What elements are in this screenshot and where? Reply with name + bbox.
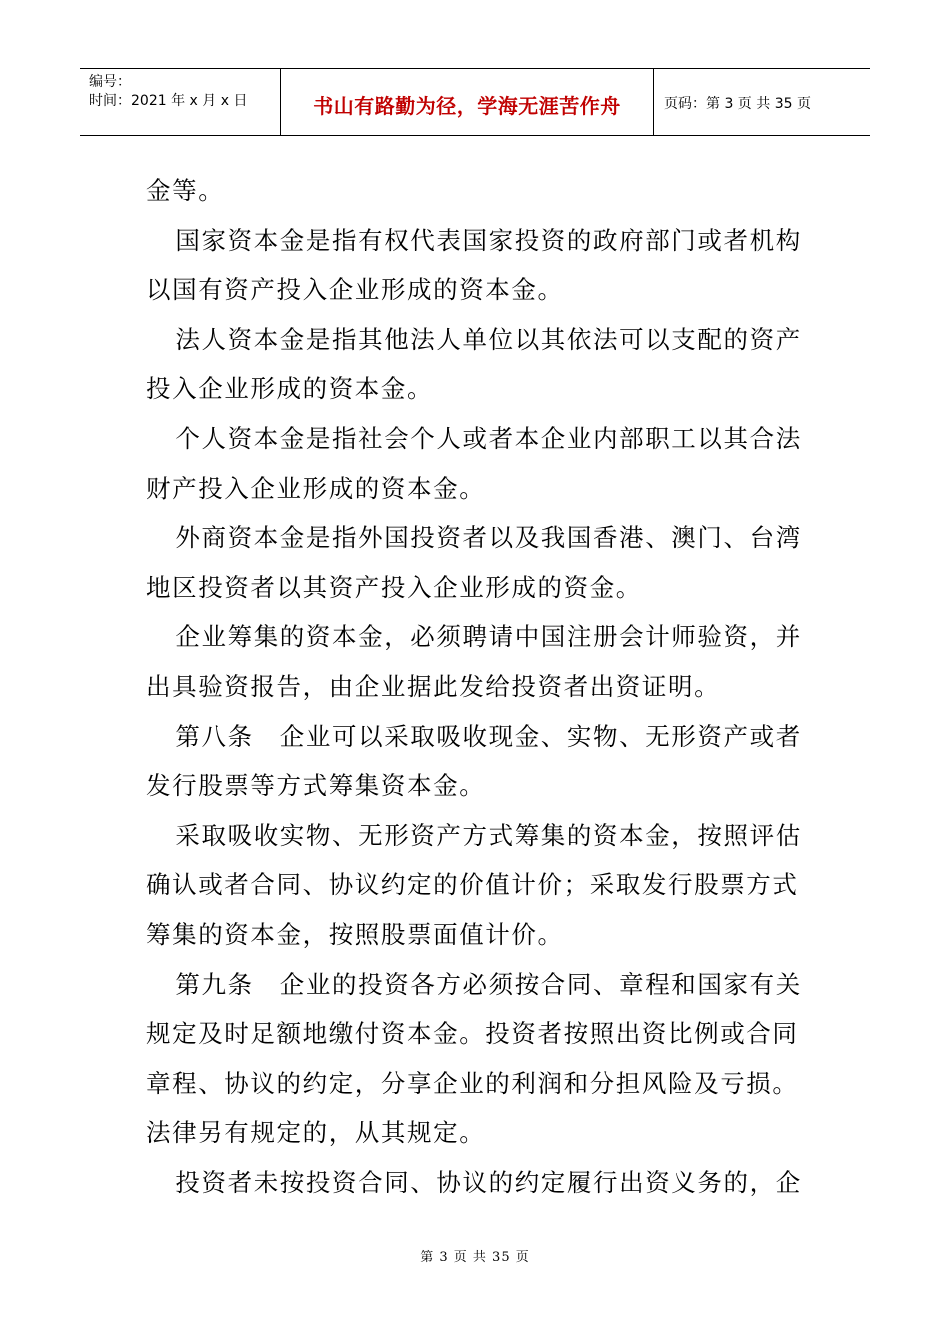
- page-footer: [0, 1246, 950, 1265]
- paragraph: 金等。: [146, 176, 225, 205]
- header-page-code: 页码：第 3 页 共 35 页: [664, 96, 811, 112]
- paragraph: 第八条 企业可以采取吸收现金、实物、无形资产或者发行股票等方式筹集资本金。: [146, 721, 802, 801]
- document-number-label: 编号：: [89, 74, 131, 90]
- paragraph: 法人资本金是指其他法人单位以其依法可以支配的资产投入企业形成的资本金。: [146, 324, 802, 404]
- paragraph: 国家资本金是指有权代表国家投资的政府部门或者机构以国有资产投入企业形成的资本金。: [146, 225, 802, 305]
- paragraph: 企业筹集的资本金，必须聘请中国注册会计师验资，并出具验资报告，由企业据此发给投资者出资证明。: [146, 622, 802, 701]
- header-meta: [80, 69, 281, 135]
- page-header: [80, 68, 870, 136]
- header-motto-cell: [281, 69, 654, 135]
- paragraph: 采取吸收实物、无形资产方式筹集的资本金，按照评估确认或者合同、协议约定的价值计价；采取发行股票方式筹集的资本金，按照股票面值计价。: [146, 820, 802, 949]
- header-motto: 书山有路勤为径，学海无涯苦作舟: [313, 93, 621, 118]
- document-time-label: 时间：2021 年 x 月 x 日: [89, 93, 248, 109]
- paragraph: 投资者未按投资合同、协议的约定履行出资义务的，企: [175, 1167, 802, 1197]
- paragraph: 第九条 企业的投资各方必须按合同、章程和国家有关规定及时足额地缴付资本金。投资者按照出资比例或合同章程、协议的约定，分享企业的利润和分担风险及亏损。法律另有规定的，从其规定。: [146, 969, 802, 1148]
- paragraph: 外商资本金是指外国投资者以及我国香港、澳门、台湾地区投资者以其资产投入企业形成的资金。: [146, 523, 802, 602]
- footer-page-number: 第 3 页 共 35 页: [420, 1250, 530, 1265]
- header-page-code-cell: [654, 69, 870, 135]
- document-body: [146, 166, 810, 1207]
- paragraph: 个人资本金是指社会个人或者本企业内部职工以其合法财产投入企业形成的资本金。: [146, 423, 802, 503]
